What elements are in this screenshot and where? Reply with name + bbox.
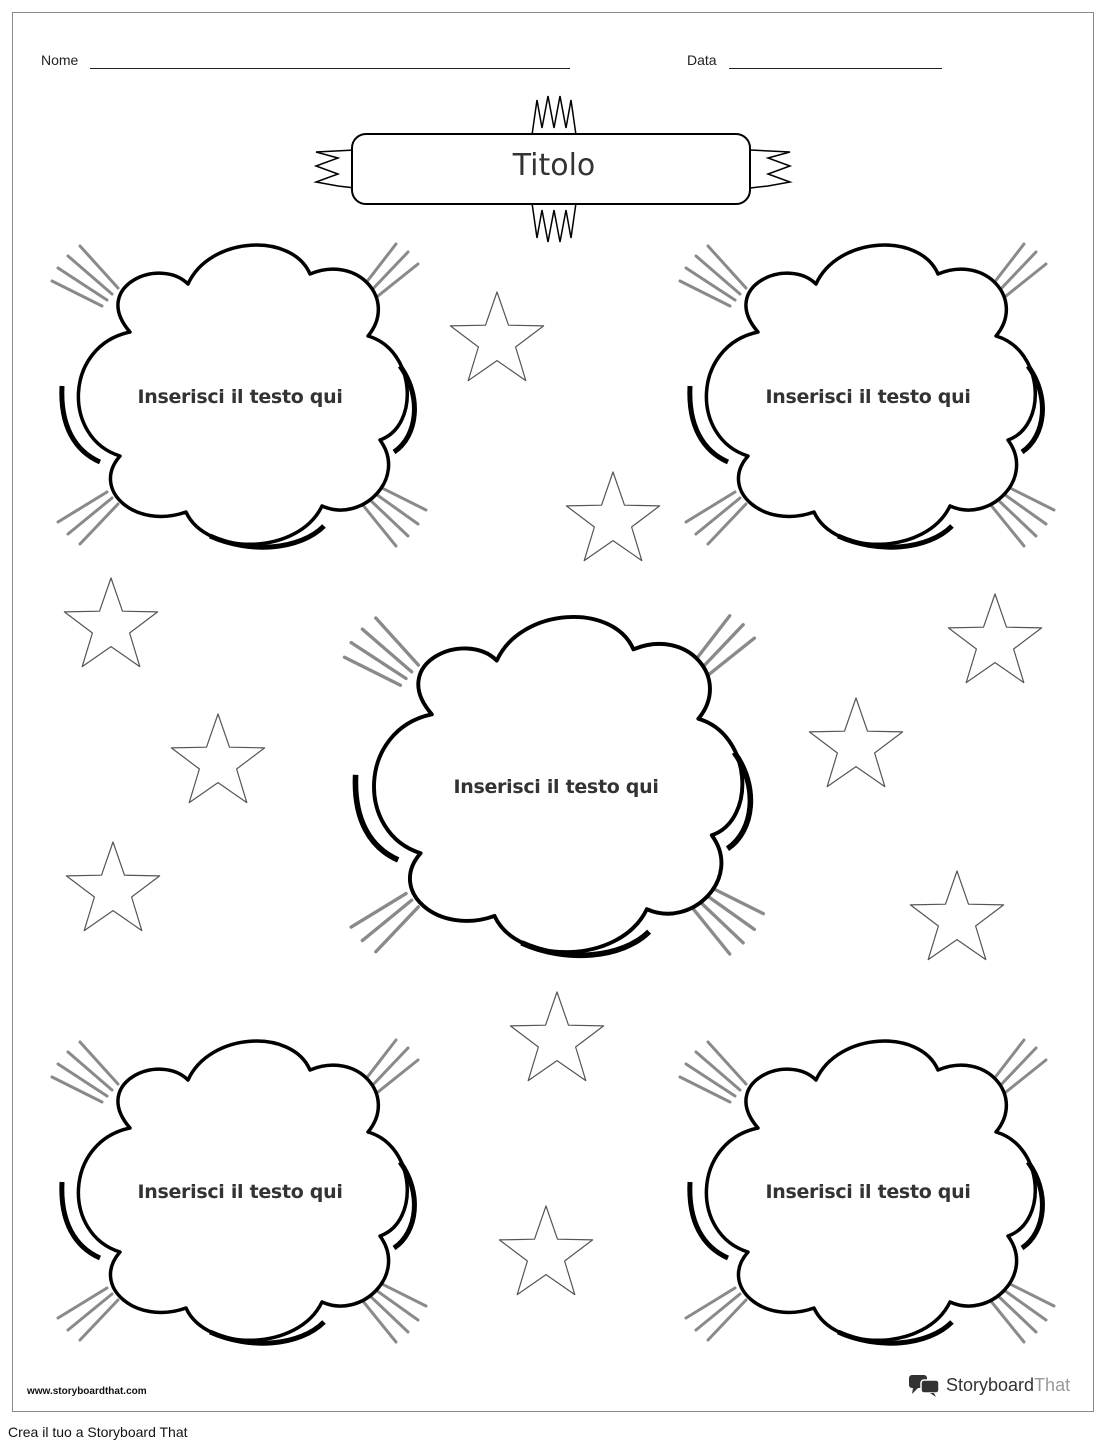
- storyboardthat-logo: [908, 1373, 1070, 1397]
- name-label: Nome: [41, 52, 79, 68]
- cloud-text-bottom-left[interactable]: Inserisci il testo qui: [137, 1181, 343, 1203]
- worksheet-title[interactable]: Titolo: [512, 148, 596, 183]
- footer-caption[interactable]: Crea il tuo a Storyboard That: [8, 1424, 188, 1440]
- site-url: www.storyboardthat.com: [27, 1386, 147, 1397]
- cloud-text-top-left[interactable]: Inserisci il testo qui: [137, 386, 343, 408]
- cloud-text-bottom-right[interactable]: Inserisci il testo qui: [765, 1181, 971, 1203]
- speech-bubbles-icon: [908, 1373, 940, 1397]
- cloud-text-top-right[interactable]: Inserisci il testo qui: [765, 386, 971, 408]
- cloud-text-center[interactable]: Inserisci il testo qui: [453, 776, 659, 798]
- logo-word-storyboard: Storyboard: [946, 1374, 1035, 1395]
- date-label: Data: [687, 52, 717, 68]
- logo-word-that: That: [1034, 1374, 1071, 1395]
